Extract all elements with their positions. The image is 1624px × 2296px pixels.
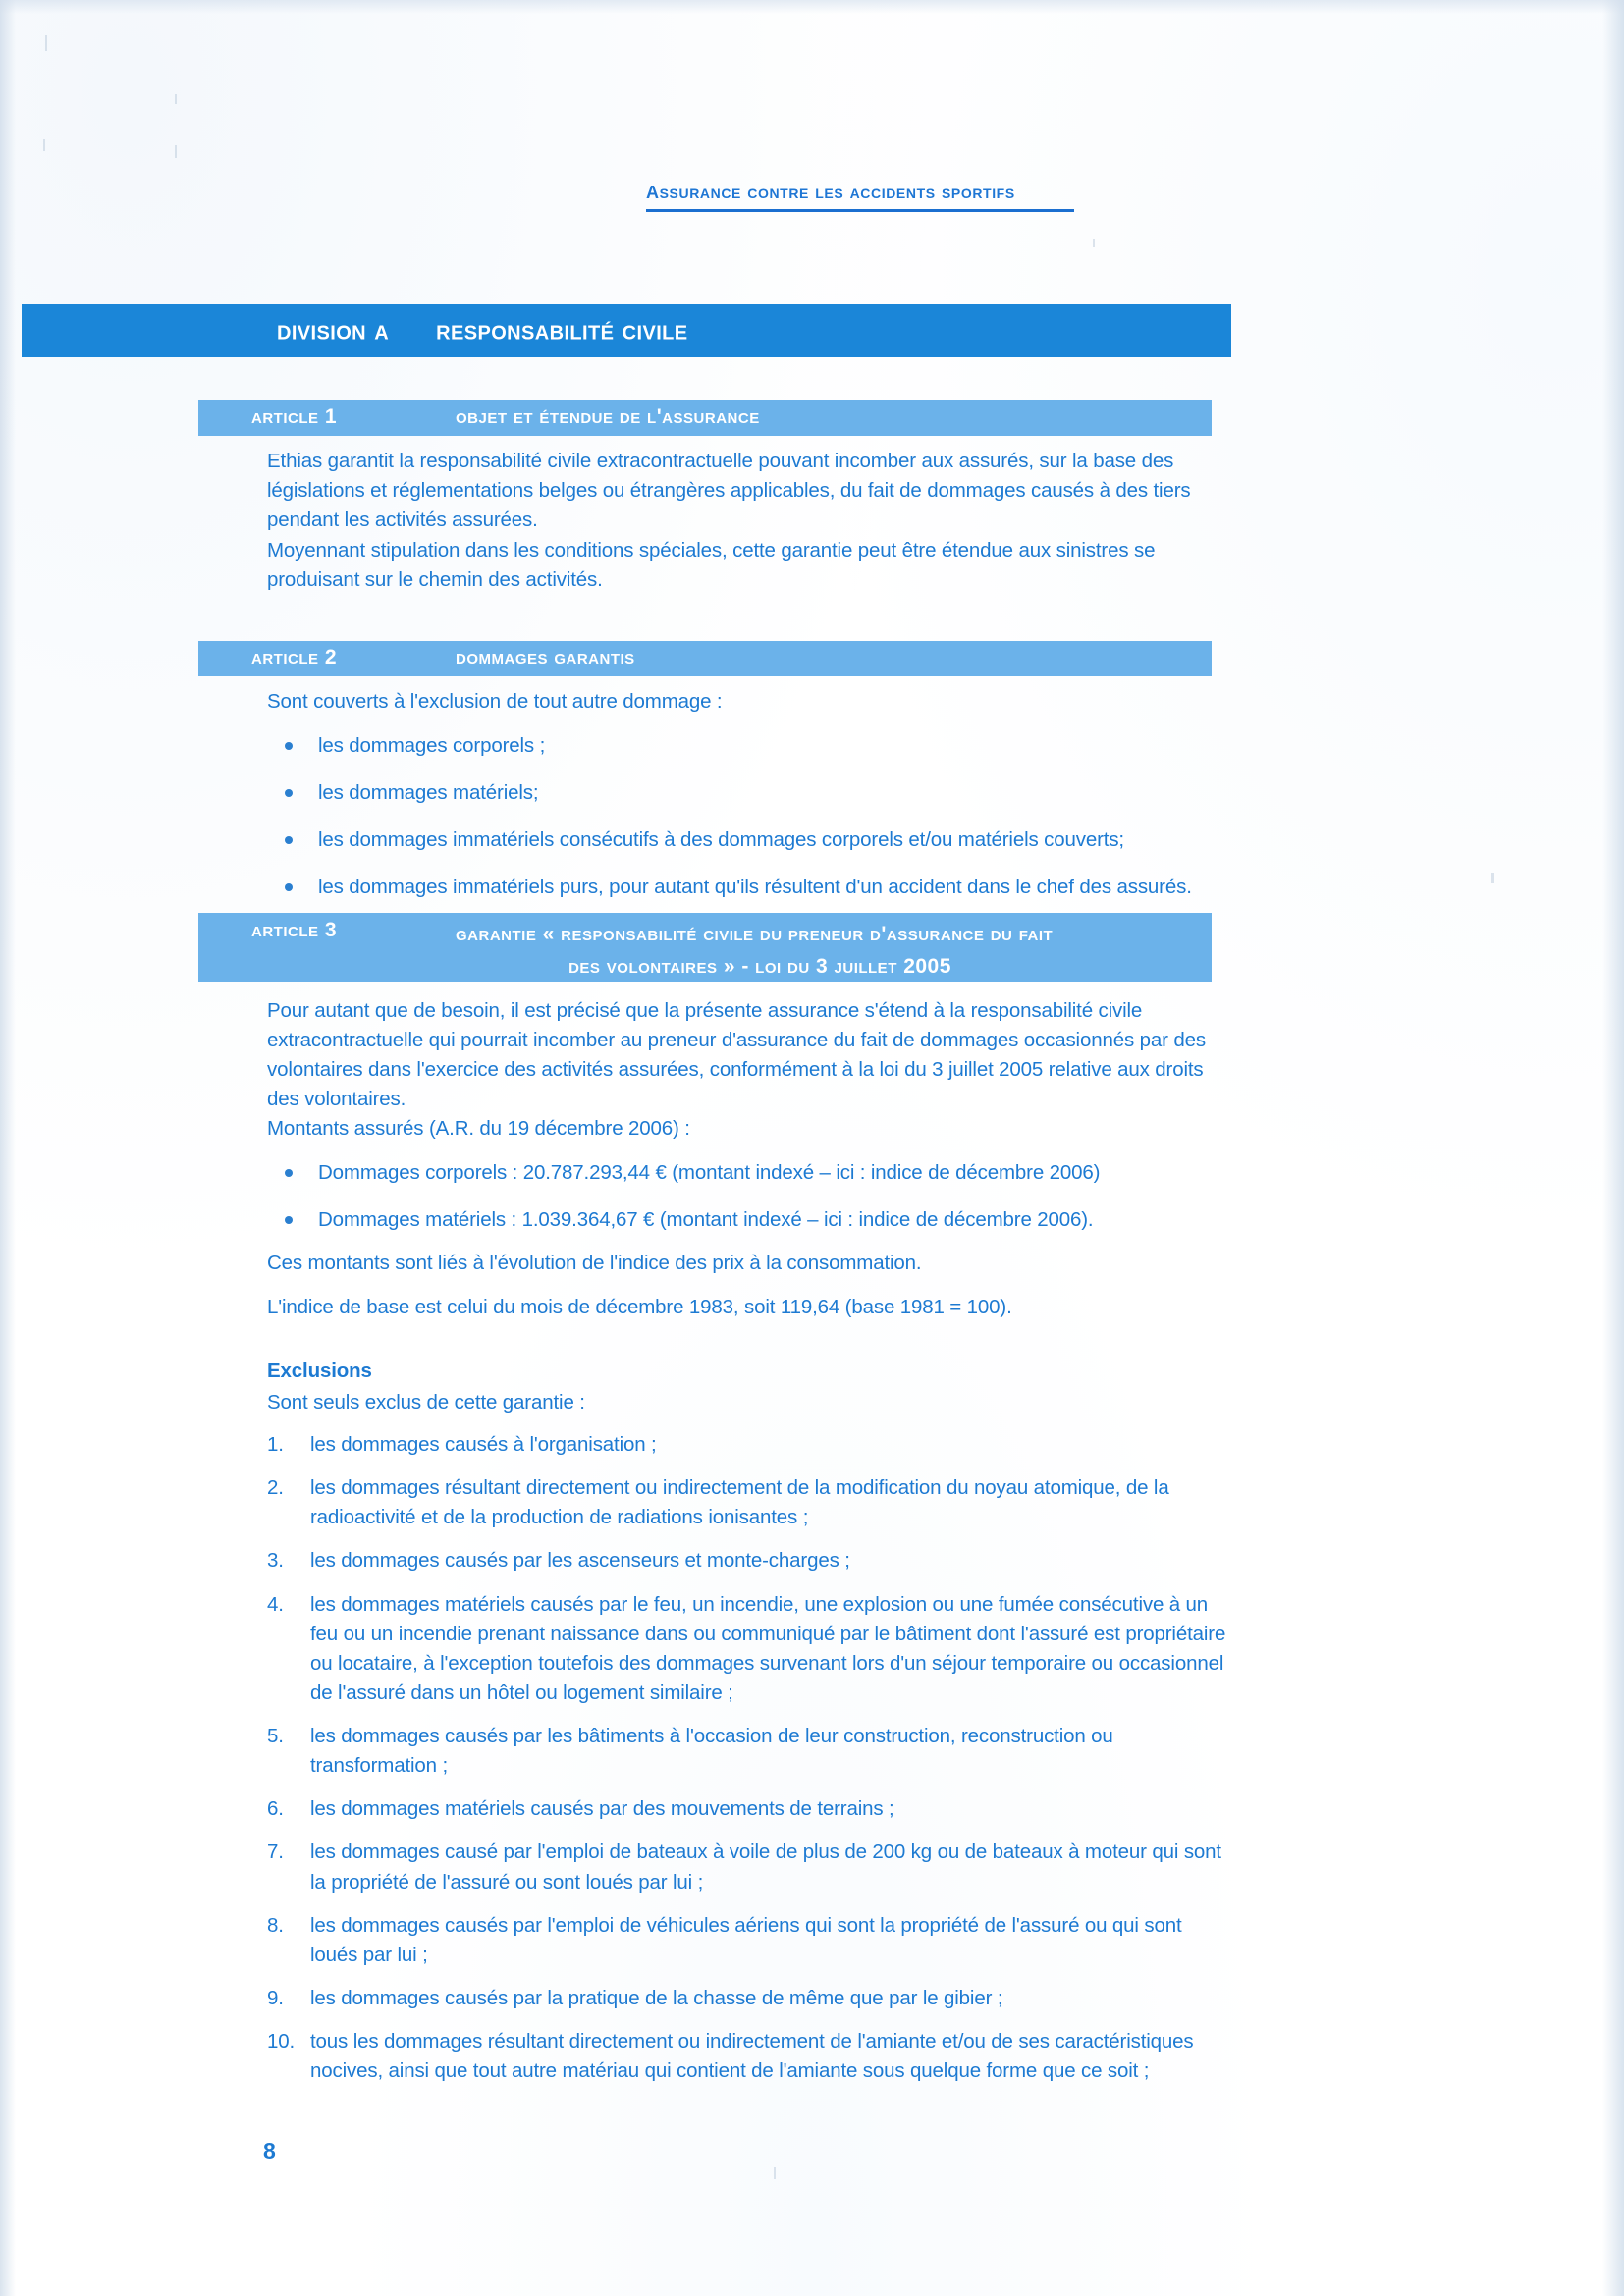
exclusions-list	[267, 1430, 1233, 2100]
article-1-paragraph-1: Ethias garantit la responsabilité civile extracontractuelle pouvant incomber aux assurés, sur la base des législations et réglementations belges ou étrangères applicables, du fait de dommages causés à des tiers pendant les activités assurées.	[267, 450, 1191, 532]
division-label: division a	[277, 314, 390, 347]
article-2-banner	[198, 641, 1212, 676]
list-item: les dommages matériels causés par des mouvements de terrains ;	[310, 1797, 894, 1821]
article-3-title	[456, 919, 1153, 983]
header-rule	[646, 209, 1074, 212]
article-3-title-line2: des volontaires » - loi du 3 juillet 2005	[568, 954, 951, 978]
division-title: responsabilité civile	[436, 314, 688, 347]
article-2-bullet-list	[267, 731, 1233, 921]
article-3-banner	[198, 913, 1212, 982]
exclusions-heading: Exclusions	[267, 1360, 372, 1382]
list-item: les dommages causés par les bâtiments à l'occasion de leur construction, reconstruction ou transformation ;	[310, 1725, 1113, 1778]
article-3-intro-paragraph: Pour autant que de besoin, il est précisé que la présente assurance s'étend à la responsabilité civile extracontractuelle qui pourrait incomber au preneur d'assurance du fait de dommages occasionnés par des volontaires dans l'exercice des activités assurées, conformément à la loi du 3 juillet 2005 relative aux droits des volontaires.	[267, 999, 1206, 1111]
list-item: les dommages causé par l'emploi de bateaux à voile de plus de 200 kg ou de bateaux à moteur qui sont la propriété de l'assuré ou sont loués par lui ;	[310, 1841, 1221, 1894]
list-item: les dommages matériels;	[267, 778, 1233, 808]
list-item: Dommages corporels : 20.787.293,44 € (montant indexé – ici : indice de décembre 2006)	[267, 1158, 1233, 1188]
article-1-banner	[198, 400, 1212, 436]
article-2-number: article 2	[251, 646, 338, 668]
list-item: les dommages matériels causés par le feu, un incendie, une explosion ou une fumée consécutive à un feu ou un incendie prenant naissance dans ou communiqué par le bâtiment dont l'assuré est propriétaire ou locataire, à l'exception toutefois des dommages survenant lors d'un séjour temporaire ou occasionnel de l'assuré dans un hôtel ou logement similaire ;	[310, 1592, 1226, 1704]
article-1-number: article 1	[251, 405, 338, 428]
list-item: Dommages matériels : 1.039.364,67 € (montant indexé – ici : indice de décembre 2006).	[267, 1205, 1233, 1235]
list-item: les dommages résultant directement ou indirectement de la modification du noyau atomique, de la radioactivité et de la production de radiations ionisantes ;	[310, 1476, 1169, 1529]
article-2-title: dommages garantis	[456, 646, 635, 668]
list-item: les dommages immatériels consécutifs à des dommages corporels et/ou matériels couverts;	[267, 826, 1233, 855]
list-item: les dommages corporels ;	[267, 731, 1233, 761]
page-number: 8	[263, 2138, 276, 2163]
article-3-amounts-list	[267, 1158, 1233, 1253]
list-item: les dommages causés à l'organisation ;	[310, 1433, 657, 1456]
list-item: tous les dommages résultant directement ou indirectement de l'amiante et/ou de ses caractéristiques nocives, ainsi que tout autre matériau qui contient de l'amiante sous quelque forme que ce soit ;	[310, 2030, 1194, 2083]
exclusions-intro: Sont seuls exclus de cette garantie :	[267, 1391, 585, 1414]
list-item: les dommages causés par les ascenseurs et monte-charges ;	[310, 1549, 850, 1573]
article-3-title-line1: garantie « responsabilité civile du preneur d'assurance du fait	[456, 923, 1054, 945]
article-1-paragraph-2: Moyennant stipulation dans les conditions spéciales, cette garantie peut être étendue aux sinistres se produisant sur le chemin des activités.	[267, 539, 1156, 592]
article-1-title: objet et étendue de l'assurance	[456, 405, 760, 428]
article-3-number: article 3	[251, 919, 338, 941]
running-head: assurance contre les accidents sportifs	[646, 175, 1015, 204]
article-3-amounts-intro: Montants assurés (A.R. du 19 décembre 2006) :	[267, 1117, 690, 1140]
article-3-indexation-note: Ces montants sont liés à l'évolution de l'indice des prix à la consommation.	[267, 1252, 922, 1274]
list-item: les dommages immatériels purs, pour autant qu'ils résultent d'un accident dans le chef des assurés.	[267, 873, 1233, 902]
list-item: les dommages causés par l'emploi de véhicules aériens qui sont la propriété de l'assuré ou qui sont loués par lui ;	[310, 1913, 1182, 1966]
article-2-intro: Sont couverts à l'exclusion de tout autre dommage :	[267, 690, 723, 713]
list-item: les dommages causés par la pratique de la chasse de même que par le gibier ;	[310, 1986, 1003, 2009]
division-banner	[22, 304, 1231, 357]
division-banner-text	[277, 315, 688, 347]
article-3-base-index-note: L'indice de base est celui du mois de décembre 1983, soit 119,64 (base 1981 = 100).	[267, 1296, 1012, 1318]
